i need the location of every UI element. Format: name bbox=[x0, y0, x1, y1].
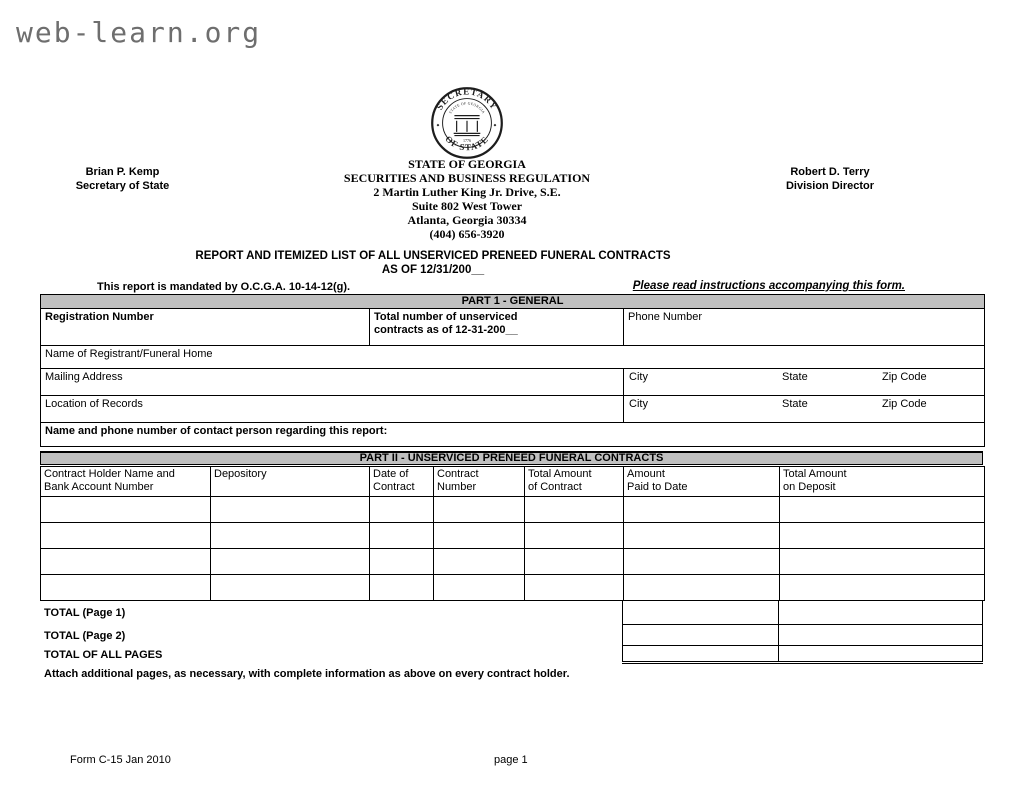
part1-row-registration bbox=[41, 309, 984, 346]
form-title-block bbox=[0, 249, 866, 277]
agency-address-block bbox=[292, 158, 642, 241]
total-all-pages-row bbox=[40, 646, 983, 664]
seal-left-ornament: ◆ bbox=[436, 122, 440, 127]
left-official-title: Secretary of State bbox=[75, 180, 170, 192]
left-official-name: Brian P. Kemp bbox=[85, 166, 160, 178]
field-registrant-name: Name of Registrant/Funeral Home bbox=[45, 348, 213, 360]
total-page2-row bbox=[40, 625, 983, 646]
seal-arch-icon bbox=[454, 116, 481, 136]
total-page1-deposit-box bbox=[779, 600, 983, 624]
part2-column-headers bbox=[41, 467, 984, 497]
part1-row-registrant-name bbox=[41, 346, 984, 369]
part1-header-bar: PART 1 - GENERAL bbox=[41, 295, 984, 309]
state-label: State bbox=[782, 371, 808, 383]
total-page2-boxes bbox=[622, 625, 983, 646]
total-page2-deposit-box bbox=[779, 625, 983, 645]
part2-table bbox=[40, 466, 985, 601]
field-mailing-city-state-zip bbox=[623, 369, 984, 395]
part2-empty-row bbox=[41, 523, 984, 549]
field-mailing-address: Mailing Address bbox=[45, 371, 123, 383]
form-number: Form C-15 Jan 2010 bbox=[70, 754, 171, 766]
col-date-of-contract: Date of Contract bbox=[369, 467, 433, 496]
field-registration-number: Registration Number bbox=[45, 311, 154, 323]
total-all-pages-paid-box bbox=[622, 646, 779, 661]
seal-bottom-text: OF STATE bbox=[443, 133, 491, 153]
agency-suite: Suite 802 West Tower bbox=[411, 198, 523, 213]
mandate-note: This report is mandated by O.C.G.A. 10-14-12(g). bbox=[97, 281, 351, 293]
left-official-block bbox=[40, 165, 205, 193]
total-page1-row bbox=[40, 600, 983, 625]
agency-city: Atlanta, Georgia 30334 bbox=[407, 212, 527, 227]
total-page1-paid-box bbox=[622, 600, 779, 624]
agency-division: SECURITIES AND BUSINESS REGULATION bbox=[343, 170, 591, 185]
seal-right-ornament: ◆ bbox=[493, 122, 497, 127]
total-page2-paid-box bbox=[622, 625, 779, 645]
part2-empty-row bbox=[41, 549, 984, 575]
seal-top-text: SECRETARY bbox=[434, 86, 500, 112]
watermark-text: web-learn.org bbox=[16, 16, 262, 49]
zip-code-label: Zip Code bbox=[882, 371, 927, 383]
total-page2-label: TOTAL (Page 2) bbox=[44, 629, 126, 642]
agency-state: STATE OF GEORGIA bbox=[408, 157, 526, 171]
total-all-pages-label: TOTAL OF ALL PAGES bbox=[44, 649, 163, 661]
zip-code-label: Zip Code bbox=[882, 398, 927, 410]
total-all-pages-boxes bbox=[622, 646, 983, 664]
right-official-title: Division Director bbox=[785, 180, 875, 192]
part1-table bbox=[40, 294, 985, 447]
state-label: State bbox=[782, 398, 808, 410]
svg-text:STATE OF GEORGIA bbox=[448, 101, 485, 114]
attach-pages-note: Attach additional pages, as necessary, with complete information as above on every contract holder. bbox=[44, 668, 570, 680]
right-official-block bbox=[755, 165, 905, 193]
field-contact-person: Name and phone number of contact person regarding this report: bbox=[45, 425, 388, 437]
totals-section bbox=[40, 600, 983, 664]
instructions-note: Please read instructions accompanying this form. bbox=[632, 280, 905, 292]
agency-street: 2 Martin Luther King Jr. Drive, S.E. bbox=[373, 184, 561, 199]
field-phone-number: Phone Number bbox=[623, 309, 984, 345]
col-amount-paid-to-date: Amount Paid to Date bbox=[623, 467, 779, 496]
total-page1-boxes bbox=[622, 600, 983, 625]
state-seal-icon bbox=[429, 86, 505, 160]
part1-row-mailing-address bbox=[41, 369, 984, 396]
part2-empty-row bbox=[41, 575, 984, 600]
total-page1-label: TOTAL (Page 1) bbox=[44, 606, 126, 619]
field-location-of-records: Location of Records bbox=[45, 398, 143, 410]
col-total-amount-on-deposit: Total Amount on Deposit bbox=[779, 467, 984, 496]
part1-row-contact-person bbox=[41, 423, 984, 446]
city-label: City bbox=[629, 371, 648, 383]
seal-year: 1776 bbox=[462, 138, 472, 144]
part2-empty-row bbox=[41, 497, 984, 523]
page-number: page 1 bbox=[494, 754, 528, 766]
col-contract-holder: Contract Holder Name and Bank Account Number bbox=[44, 468, 175, 493]
form-title: REPORT AND ITEMIZED LIST OF ALL UNSERVICED PRENEED FUNERAL CONTRACTS bbox=[195, 250, 671, 262]
col-contract-number: Contract Number bbox=[433, 467, 524, 496]
right-official-name: Robert D. Terry bbox=[790, 166, 870, 178]
part2-header-bar: PART II - UNSERVICED PRENEED FUNERAL CONTRACTS bbox=[40, 451, 983, 465]
field-records-city-state-zip bbox=[623, 396, 984, 422]
seal-inner-text: STATE OF GEORGIA bbox=[448, 101, 486, 115]
col-total-amount-of-contract: Total Amount of Contract bbox=[524, 467, 623, 496]
part1-row-location-of-records bbox=[41, 396, 984, 423]
field-total-contracts: Total number of unserviced contracts as of 12-31-200__ bbox=[369, 309, 623, 345]
col-depository: Depository bbox=[210, 467, 369, 496]
total-all-pages-deposit-box bbox=[779, 646, 983, 661]
city-label: City bbox=[629, 398, 648, 410]
form-as-of-date: AS OF 12/31/200__ bbox=[381, 264, 485, 276]
agency-phone: (404) 656-3920 bbox=[429, 226, 505, 241]
